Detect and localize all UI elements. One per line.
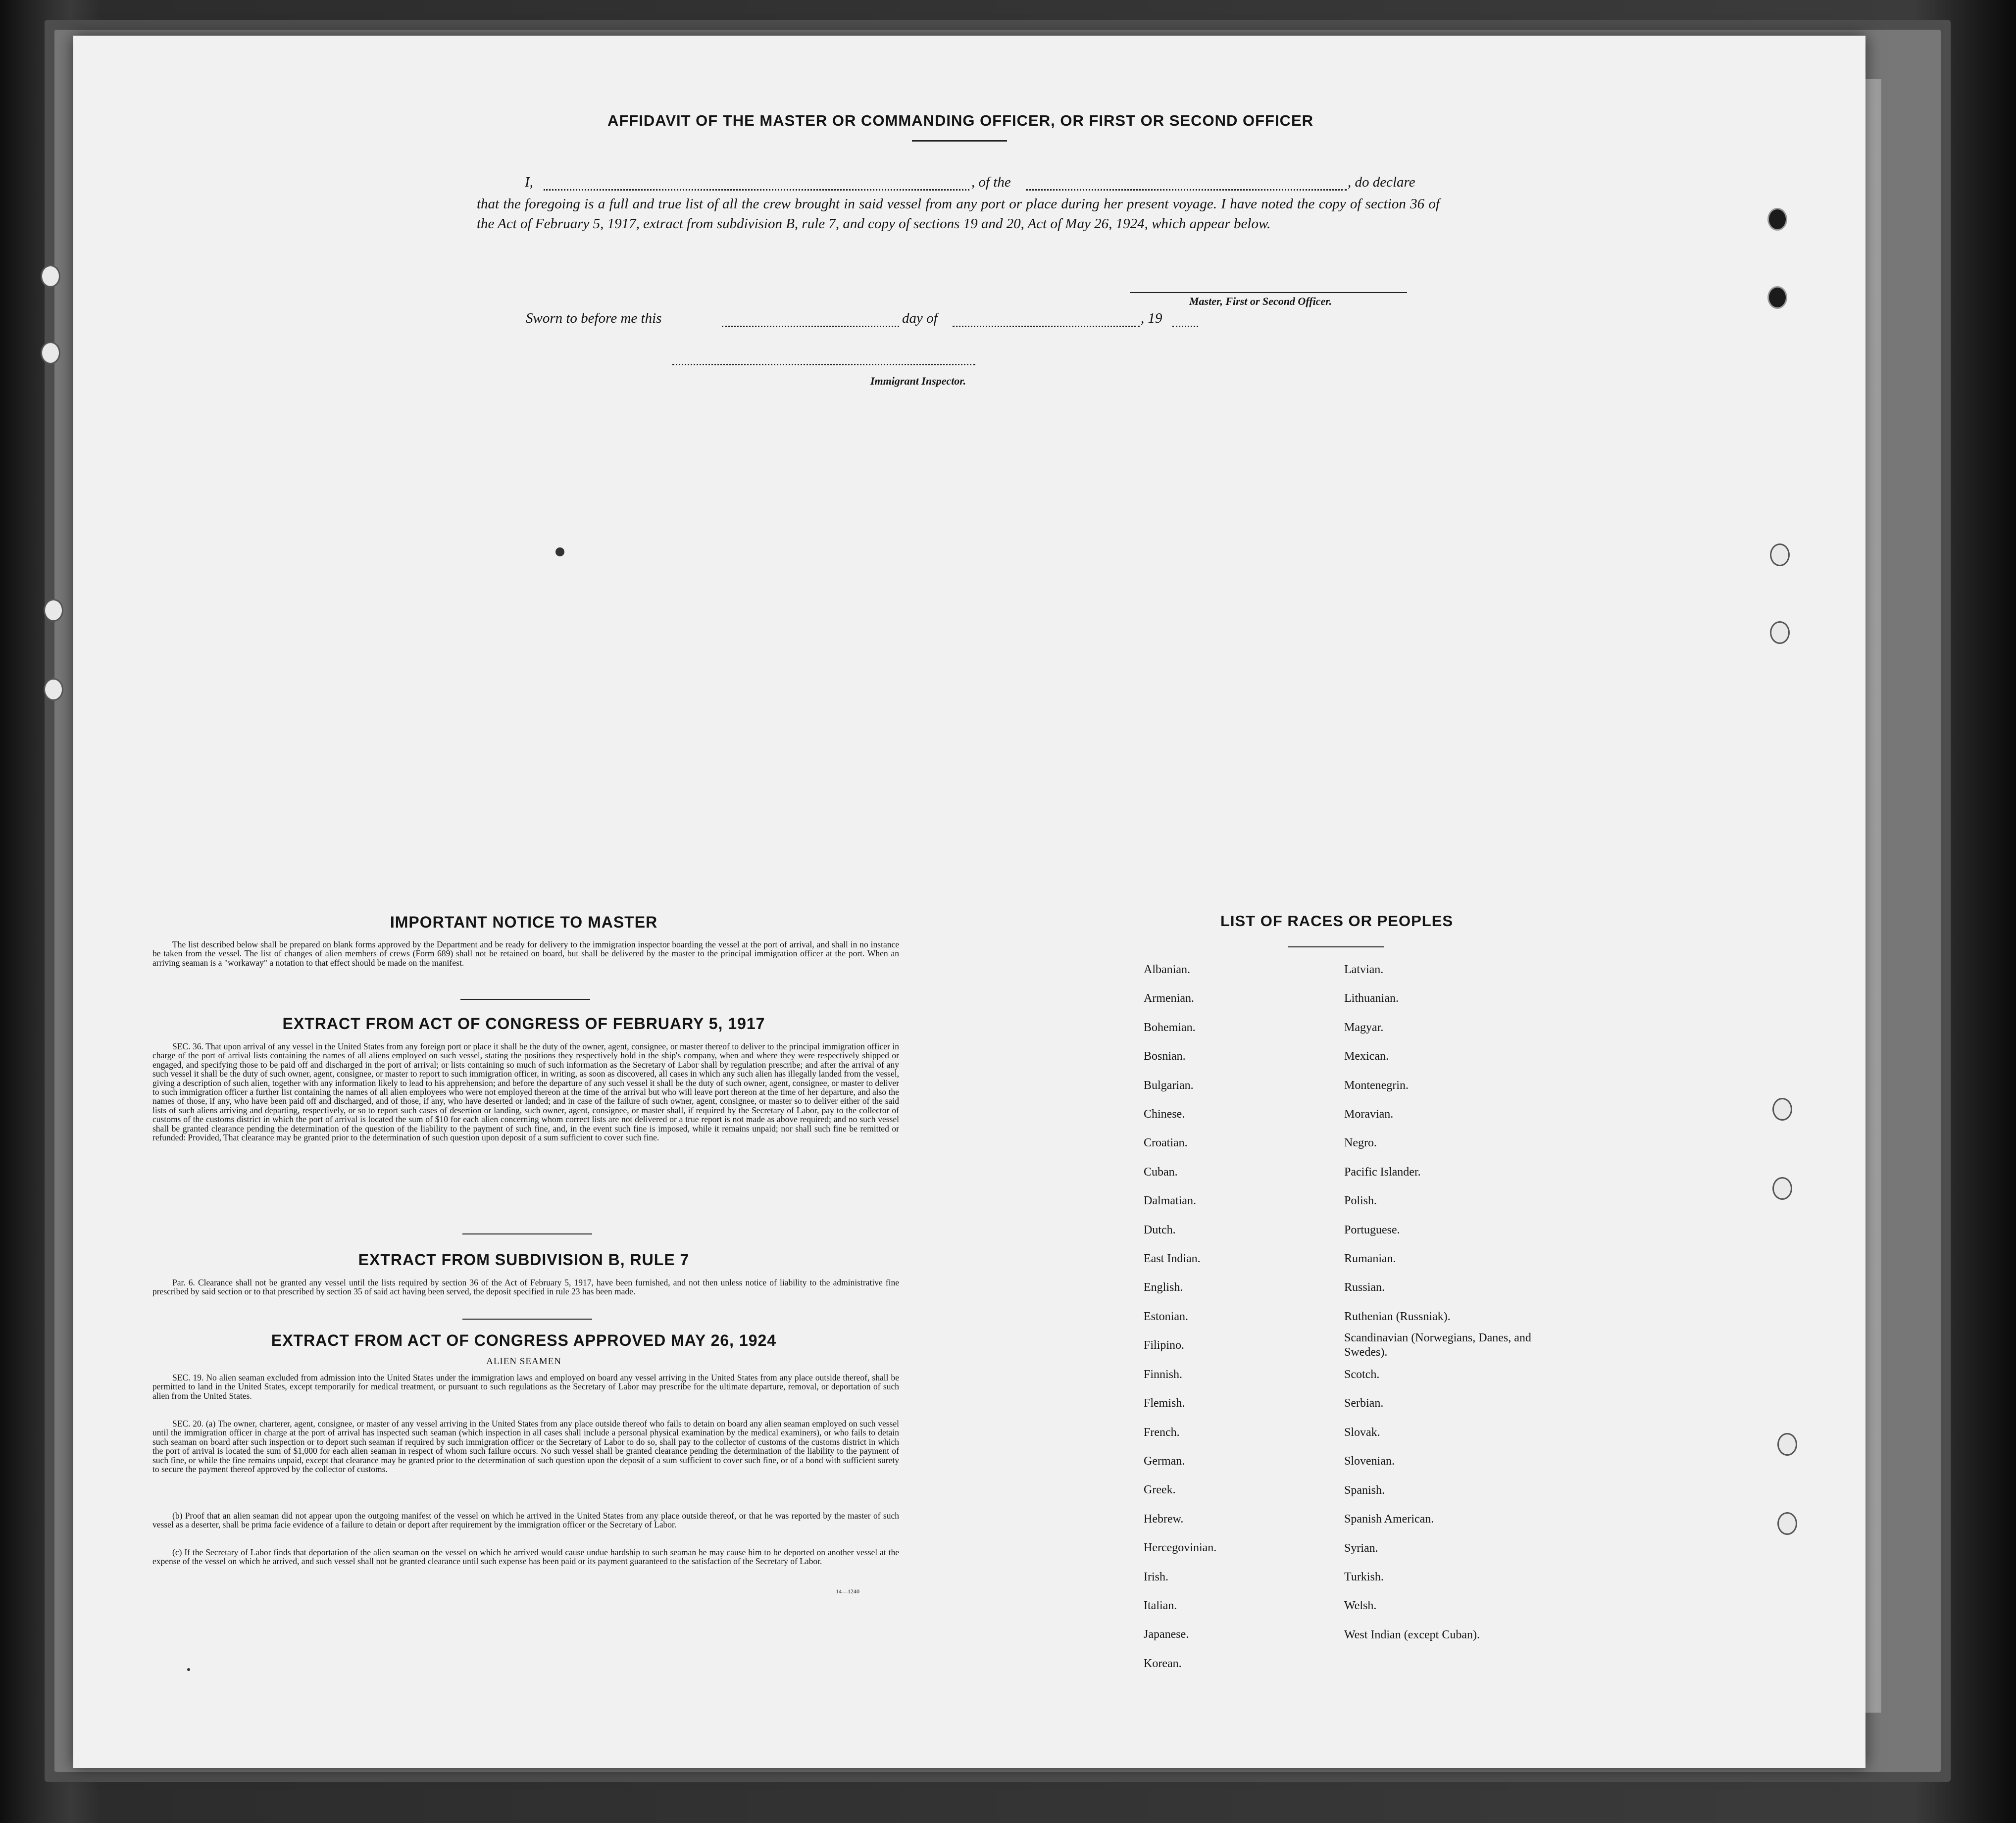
sworn-month-blank[interactable] bbox=[953, 326, 1140, 327]
title-rule bbox=[912, 140, 1007, 142]
race-item: Russian. bbox=[1344, 1281, 1385, 1294]
punch-hole bbox=[1770, 543, 1790, 566]
punch-hole bbox=[1772, 1098, 1792, 1121]
punch-hole bbox=[1777, 1512, 1797, 1535]
extract-1924-sec20a: SEC. 20. (a) The owner, charterer, agent, consignee, or master of any vessel arriving in the United States from any place outside thereof who fails to detain on board any alien seaman employed on such vessel until the immigration officer in charge at the port of arrival has inspected such seaman (which inspection in all cases shall include a personal physical examination by the medical examiners), or who fails to detain such seaman on board after such inspection or to deport such seaman if required by such immigration officer or the Secretary of Labor to do so, shall pay to the collector of customs of the customs district in which the port of arrival is located the sum of $1,000 for each alien seaman in respect of whom such failure occurs. No such vessel shall be granted clearance pending the determination of the liability to the payment of such fine, or while the fine remains unpaid, except that clearance may be granted prior to the determination of such question upon the deposit of a sum sufficient to cover such fine, or of a bond with sufficient surety to secure the payment thereof approved by the collector of customs. bbox=[152, 1419, 899, 1475]
races-column-2 bbox=[1344, 955, 1552, 1649]
ink-speck bbox=[187, 1668, 190, 1671]
race-item: Armenian. bbox=[1144, 992, 1194, 1005]
race-item: Croatian. bbox=[1144, 1136, 1188, 1150]
race-item: Albanian. bbox=[1144, 963, 1190, 976]
form-number: 14—1240 bbox=[836, 1588, 859, 1595]
races-column-1 bbox=[1144, 955, 1216, 1678]
ink-speck bbox=[555, 547, 564, 556]
day-of-text: day of bbox=[902, 310, 938, 326]
sworn-year-blank[interactable] bbox=[1172, 326, 1198, 327]
race-item: Estonian. bbox=[1144, 1310, 1188, 1323]
extract-1917-title: EXTRACT FROM ACT OF CONGRESS OF FEBRUARY 5, 1917 bbox=[282, 1015, 765, 1033]
race-item: Turkish. bbox=[1344, 1570, 1384, 1583]
race-item: Moravian. bbox=[1344, 1108, 1394, 1121]
race-item: Hercegovinian. bbox=[1144, 1541, 1217, 1555]
punch-hole bbox=[41, 265, 60, 288]
race-item: Slovenian. bbox=[1344, 1455, 1395, 1468]
punch-hole bbox=[1770, 621, 1790, 644]
extract-1924-sec19: SEC. 19. No alien seaman excluded from admission into the United States under the immigration laws and employed on board any vessel arriving in the United States from any place outside thereof, shall be permitted to land in the United States, except temporarily for medical treatment, or pursuant to such regulations as the Secretary of Labor may prescribe for the ultimate departure, removal, or deportation of such alien from the United States. bbox=[152, 1373, 899, 1401]
document-page bbox=[73, 36, 1865, 1768]
race-item: Flemish. bbox=[1144, 1397, 1185, 1410]
race-item: German. bbox=[1144, 1454, 1185, 1468]
race-item: Montenegrin. bbox=[1344, 1079, 1409, 1092]
year-prefix: , 19 bbox=[1141, 310, 1162, 326]
extract-1924-sec20c: (c) If the Secretary of Labor finds that deportation of the alien seaman on the vessel on which he arrived would cause undue hardship to such seaman he may cause him to be deported on another vessel at the expense of the vessel on which he arrived, and such vessel shall not be granted clearance until such expense has been paid or its payment guaranteed to the satisfaction of the Secretary of Labor. bbox=[152, 1547, 899, 1567]
race-item: Negro. bbox=[1344, 1136, 1377, 1150]
race-item: Chinese. bbox=[1144, 1108, 1185, 1121]
race-item: West Indian (except Cuban). bbox=[1344, 1628, 1480, 1641]
master-signature-label: Master, First or Second Officer. bbox=[1189, 295, 1332, 307]
sworn-day-blank[interactable] bbox=[722, 326, 899, 327]
punch-hole bbox=[1767, 286, 1787, 309]
race-item: Bohemian. bbox=[1144, 1021, 1196, 1034]
race-item: Latvian. bbox=[1344, 963, 1384, 976]
race-item: Greek. bbox=[1144, 1483, 1176, 1497]
master-signature-line[interactable] bbox=[1130, 292, 1407, 293]
race-item: Dutch. bbox=[1144, 1223, 1176, 1236]
race-item: Scotch. bbox=[1344, 1368, 1380, 1381]
race-item: French. bbox=[1144, 1426, 1180, 1439]
race-item: Mexican. bbox=[1344, 1050, 1389, 1063]
race-item: Magyar. bbox=[1344, 1021, 1384, 1034]
punch-hole bbox=[44, 599, 63, 622]
race-item: Italian. bbox=[1144, 1599, 1177, 1612]
races-title: LIST OF RACES OR PEOPLES bbox=[1220, 912, 1454, 930]
race-item: Welsh. bbox=[1344, 1599, 1377, 1613]
punch-hole bbox=[1767, 208, 1787, 231]
race-item: Cuban. bbox=[1144, 1165, 1178, 1179]
punch-hole bbox=[1777, 1433, 1797, 1456]
master-name-blank[interactable] bbox=[544, 189, 969, 191]
affidavit-body: that the foregoing is a full and true list of all the crew brought in said vessel from any port or place during her present voyage. I have noted the copy of section 36 of the Act of February 5, 1917, extract from subdivision B, rule 7, and copy of sections 19 and 20, Act of May 26, 1924, which appear below. bbox=[477, 196, 1440, 232]
race-item: Ruthenian (Russniak). bbox=[1344, 1310, 1451, 1323]
extract-1917-text: SEC. 36. That upon arrival of any vessel in the United States from any foreign port or place it shall be the duty of the owner, agent, consignee, or master thereof to deliver to the principal immigration officer in charge of the port of arrival lists containing the names of all aliens employed on such vessel, stating the positions they respectively hold in the ship's company, when and where they were respectively shipped or engaged, and specifying those to be paid off and discharged in the port of arrival; or lists containing so much of such information as the Secretary of Labor shall by regulation prescribe; and after the arrival of any such vessel it shall be the duty of such owner, agent, consignee, or master to report to such immigration officer, in writing, as soon as discovered, all cases in which any such alien has illegally landed from the vessel, giving a description of such alien, together with any information likely to lead to his apprehension; and before the departure of any such vessel it shall be the duty of such owner, agent, consignee, or master to deliver to such immigration officer a further list containing the names of all alien employees who were not employed thereon at the time of the arrival but who will leave port thereon at the time of her departure, and also the names of those, if any, who have been paid off and discharged, and of those, if any, who have deserted or landed; and in case of the failure of such owner, agent, consignee, or master so to deliver either of the said lists of such aliens arriving and departing, respectively, or so to report such cases of desertion or landing, such owner, agent, consignee, or master shall, if required by the Secretary of Labor, pay to the collector of customs of the customs district in which the port of arrival is located the sum of $10 for each alien concerning whom correct lists are not delivered or a true report is not made as above required; and no such vessel shall be granted clearance pending the determination of the question of the liability to the payment of such fine, and, in the event such fine is imposed, while it remains unpaid; nor shall such fine be remitted or refunded: Provided, That clearance may be granted prior to the determination of such question upon deposit of a sum sufficient to cover such fine. bbox=[152, 1041, 899, 1143]
extract-1924-sec20b: (b) Proof that an alien seaman did not appear upon the outgoing manifest of the vessel on which he arrived in the United States from any place outside thereof, or that he was reported by the master of such vessel as a deserter, shall be prima facie evidence of a failure to detain or deport after requirement by the immigration officer or the Secretary of Labor. bbox=[152, 1511, 899, 1530]
race-item: English. bbox=[1144, 1281, 1183, 1294]
extract-rule7-text: Par. 6. Clearance shall not be granted any vessel until the lists required by section 36 of the Act of February 5, 1917, have been furnished, and not then unless notice of liability to the administrative fine prescribed by said section or to that prescribed by section 35 of said act having been served, the deposit specified in rule 23 has been made. bbox=[152, 1278, 899, 1297]
race-item: Filipino. bbox=[1144, 1339, 1185, 1352]
race-item: East Indian. bbox=[1144, 1252, 1201, 1266]
race-item: Lithuanian. bbox=[1344, 992, 1399, 1005]
race-item: Spanish American. bbox=[1344, 1513, 1434, 1526]
race-item: Polish. bbox=[1344, 1194, 1377, 1208]
divider bbox=[462, 1319, 592, 1320]
race-item: Rumanian. bbox=[1344, 1252, 1396, 1266]
notice-text: The list described below shall be prepared on blank forms approved by the Department and be ready for delivery to the immigration inspector boarding the vessel at the port of arrival, and shall in no instance be taken from the vessel. The list of changes of alien members of crews (Form 689) shall not be retained on board, but shall be delivered by the master to the principal immigration officer at the port. When an arriving seaman is a "workaway" a notation to that effect should be made on the manifest. bbox=[152, 939, 899, 968]
race-item: Finnish. bbox=[1144, 1368, 1183, 1381]
affidavit-i: I, bbox=[525, 174, 533, 190]
divider bbox=[462, 1233, 592, 1234]
race-item: Serbian. bbox=[1344, 1397, 1384, 1410]
race-item: Spanish. bbox=[1344, 1483, 1385, 1497]
notice-title: IMPORTANT NOTICE TO MASTER bbox=[390, 913, 658, 931]
race-item: Scandinavian (Norwegians, Danes, and Swedes). bbox=[1344, 1331, 1531, 1359]
vessel-name-blank[interactable] bbox=[1026, 189, 1347, 191]
affidavit-declare: , do declare bbox=[1348, 174, 1415, 190]
extract-rule7-title: EXTRACT FROM SUBDIVISION B, RULE 7 bbox=[358, 1251, 690, 1269]
race-item: Slovak. bbox=[1344, 1426, 1380, 1439]
race-item: Pacific Islander. bbox=[1344, 1165, 1421, 1179]
extract-1924-subtitle: ALIEN SEAMEN bbox=[486, 1356, 561, 1367]
affidavit-of-the: , of the bbox=[971, 174, 1011, 190]
extract-1924-title: EXTRACT FROM ACT OF CONGRESS APPROVED MAY 26, 1924 bbox=[271, 1331, 777, 1349]
race-item: Hebrew. bbox=[1144, 1512, 1184, 1526]
inspector-signature-line[interactable] bbox=[672, 364, 975, 365]
inspector-label: Immigrant Inspector. bbox=[870, 375, 966, 387]
race-item: Dalmatian. bbox=[1144, 1194, 1196, 1208]
divider bbox=[460, 999, 590, 1000]
race-item: Portuguese. bbox=[1344, 1223, 1400, 1236]
race-item: Japanese. bbox=[1144, 1628, 1189, 1641]
races-rule bbox=[1288, 946, 1384, 947]
affidavit-title: AFFIDAVIT OF THE MASTER OR COMMANDING OFFICER, OR FIRST OR SECOND OFFICER bbox=[607, 112, 1314, 129]
race-item: Korean. bbox=[1144, 1657, 1182, 1670]
race-item: Bosnian. bbox=[1144, 1050, 1186, 1063]
race-item: Bulgarian. bbox=[1144, 1079, 1194, 1092]
race-item: Syrian. bbox=[1344, 1541, 1378, 1555]
sworn-text: Sworn to before me this bbox=[526, 310, 662, 326]
punch-hole bbox=[44, 678, 63, 701]
punch-hole bbox=[41, 342, 60, 364]
punch-hole bbox=[1772, 1177, 1792, 1200]
race-item: Irish. bbox=[1144, 1570, 1168, 1583]
